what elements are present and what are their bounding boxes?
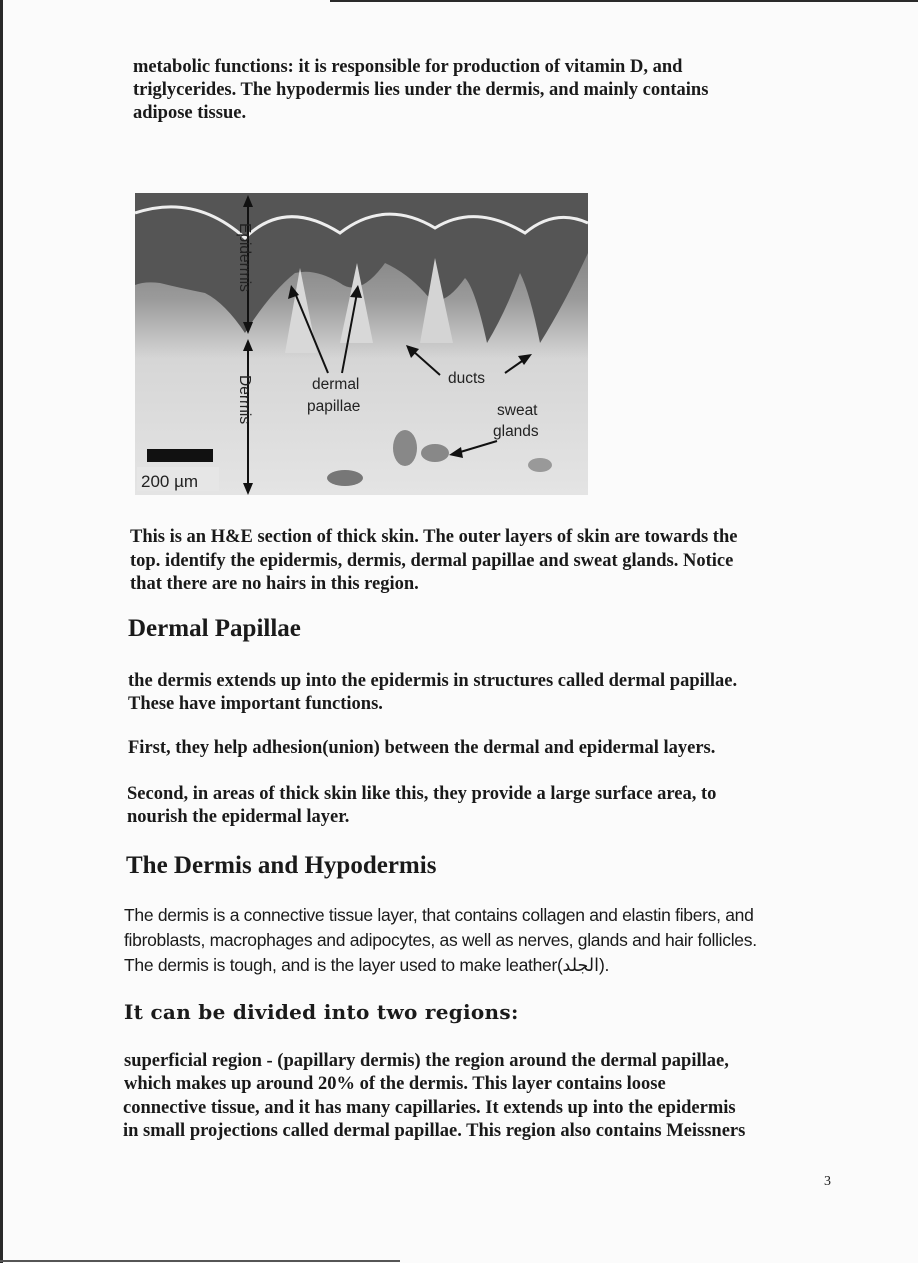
- scale-label: 200 µm: [141, 472, 199, 491]
- dermis-line-1: The dermis is a connective tissue layer, that contains collagen and elastin fibers, and: [124, 905, 754, 925]
- dermal-papillae-p3-line-2: nourish the epidermal layer.: [127, 807, 350, 827]
- intro-line-3: adipose tissue.: [133, 103, 247, 123]
- regions-line-1: superficial region - (papillary dermis) the region around the dermal papillae,: [124, 1051, 729, 1071]
- dermis-line-2: fibroblasts, macrophages and adipocytes, as well as nerves, glands and hair follicles.: [124, 930, 757, 950]
- papillae-label: papillae: [307, 398, 361, 415]
- intro-line-1: metabolic functions: it is responsible for production of vitamin D, and: [133, 57, 683, 77]
- regions-line-2: which makes up around 20% of the dermis. This layer contains loose: [124, 1074, 666, 1094]
- sweat-gland-shape: [327, 470, 363, 486]
- dermal-papillae-p3-line-1: Second, in areas of thick skin like this, they provide a large surface area, to: [127, 784, 717, 804]
- caption-line-1: This is an H&E section of thick skin. The outer layers of skin are towards the: [130, 527, 738, 547]
- regions-heading: It can be divided into two regions:: [124, 1000, 519, 1024]
- ducts-label: ducts: [448, 370, 486, 387]
- scan-edge-bottom: [0, 1260, 400, 1262]
- sweat-gland-shape: [421, 444, 449, 462]
- dermal-papillae-p1-line-2: These have important functions.: [128, 694, 383, 714]
- caption-line-2: top. identify the epidermis, dermis, dermal papillae and sweat glands. Notice: [130, 551, 734, 571]
- regions-line-4: in small projections called dermal papillae. This region also contains Meissners: [123, 1121, 746, 1141]
- dermal-label: dermal: [312, 376, 360, 393]
- regions-line-3: connective tissue, and it has many capillaries. It extends up into the epidermis: [123, 1098, 736, 1118]
- scan-edge-top: [330, 0, 918, 2]
- epidermis-label: Epidermis: [236, 223, 253, 292]
- sweat-gland-shape: [528, 458, 552, 472]
- intro-line-2: triglycerides. The hypodermis lies under the dermis, and mainly contains: [133, 80, 709, 100]
- dermis-hypodermis-heading: The Dermis and Hypodermis: [126, 852, 437, 879]
- sweat-label: sweat: [497, 402, 538, 419]
- dermis-label: Dermis: [236, 375, 253, 425]
- sweat-gland-shape: [393, 430, 417, 466]
- scan-edge-left: [0, 0, 3, 1263]
- caption-line-3: that there are no hairs in this region.: [130, 574, 419, 594]
- page-number: 3: [824, 1174, 831, 1189]
- dermal-papillae-p2: First, they help adhesion(union) between the dermal and epidermal layers.: [128, 738, 716, 758]
- dermal-papillae-heading: Dermal Papillae: [128, 615, 301, 642]
- dermal-papillae-p1-line-1: the dermis extends up into the epidermis in structures called dermal papillae.: [128, 671, 738, 691]
- glands-label: glands: [493, 423, 539, 440]
- skin-micrograph-figure: [135, 193, 588, 495]
- dermis-line-3: The dermis is tough, and is the layer used to make leather(الجلد).: [124, 955, 610, 975]
- scale-bar: [147, 449, 213, 462]
